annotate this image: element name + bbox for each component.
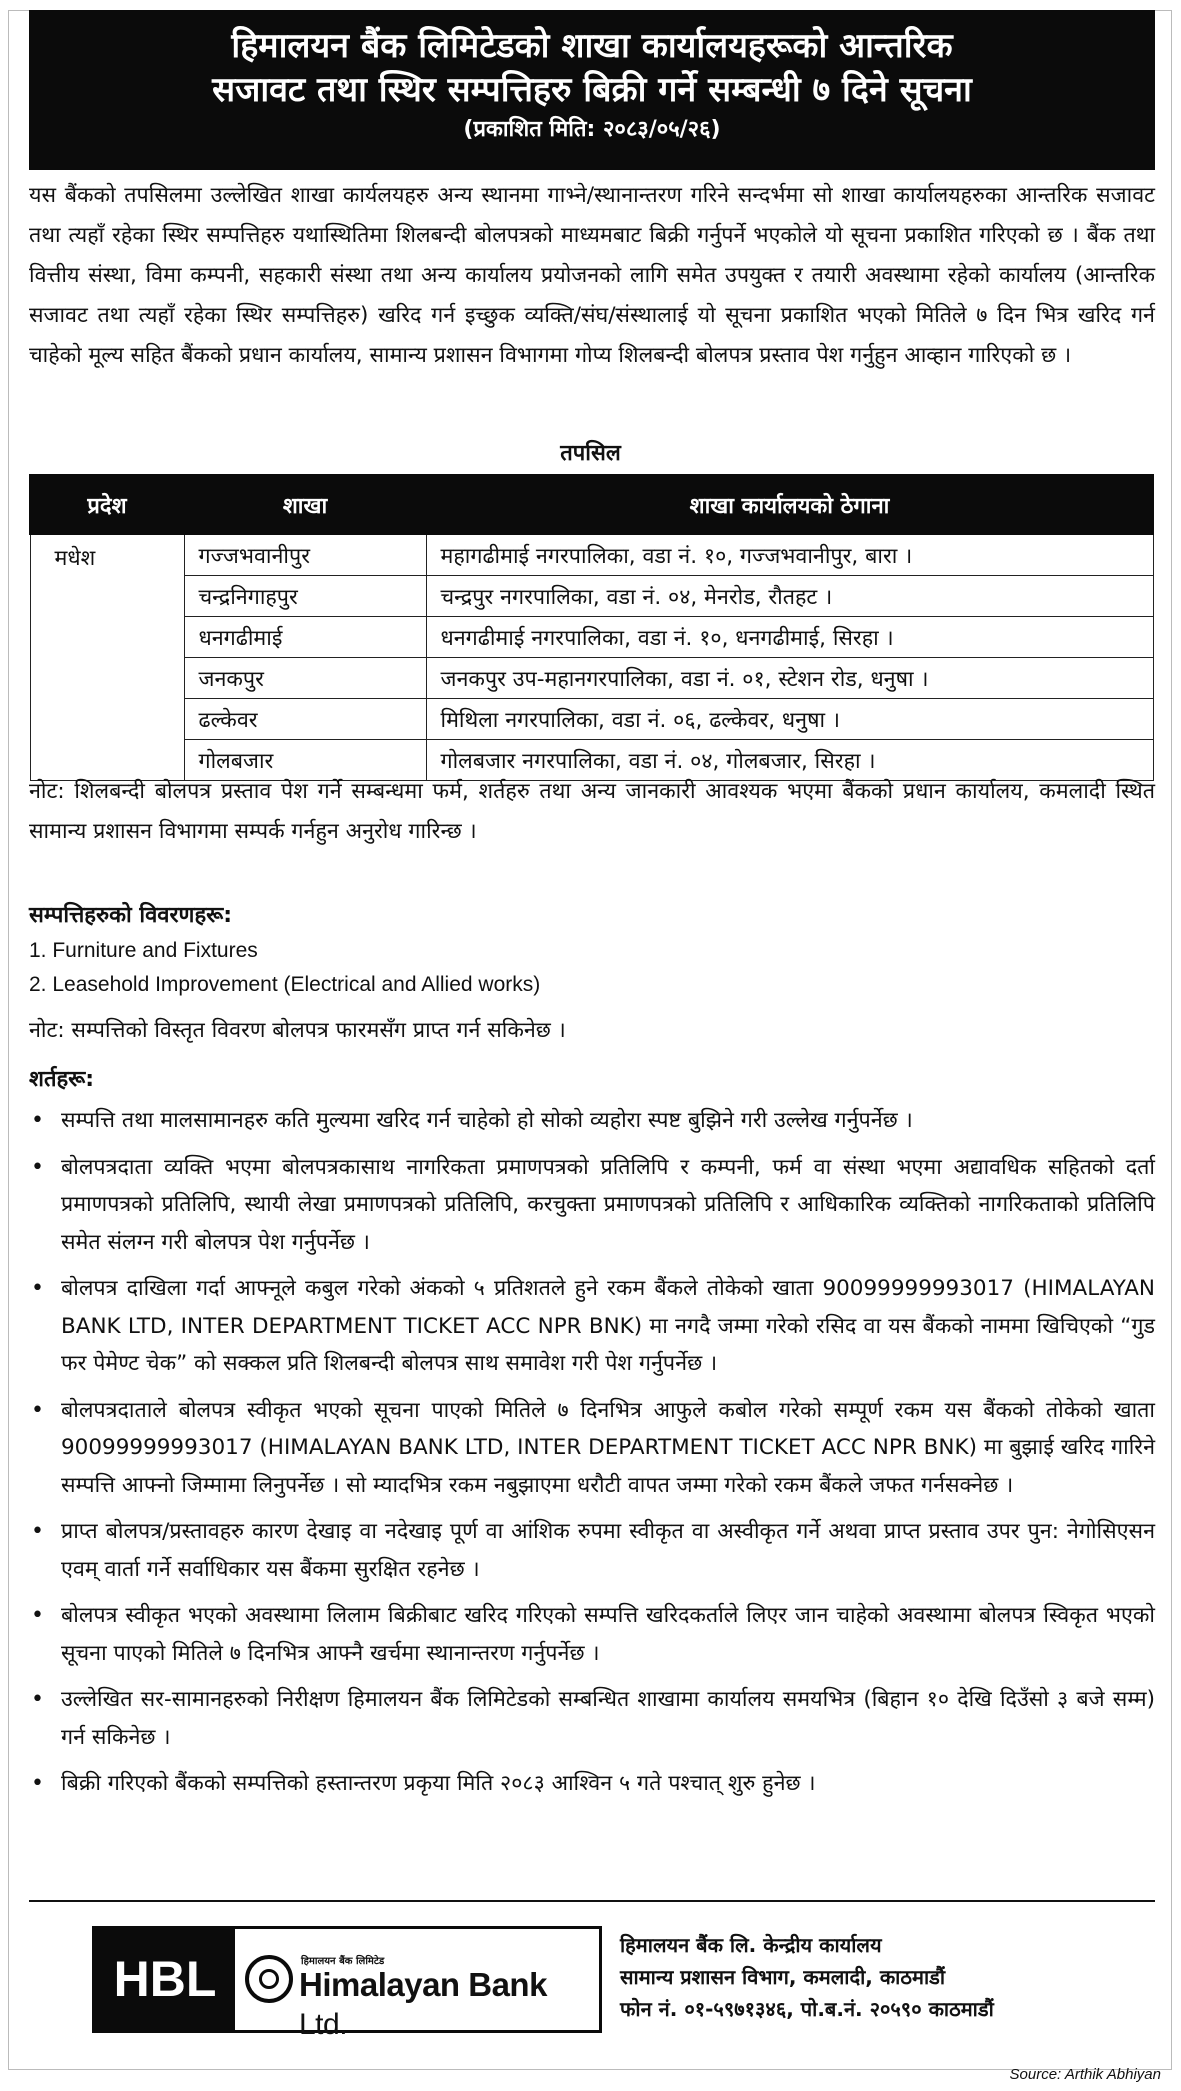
schedule-title: तपसिल [560, 441, 621, 466]
table-row [30, 658, 1153, 699]
header-title-line1: हिमालयन बैंक लिमिटेडको शाखा कार्यालयहरूको आन्तरिक [231, 26, 953, 66]
asset-item: 2. Leasehold Improvement (Electrical and Allied works) [29, 973, 541, 996]
term-item: • बोलपत्र स्वीकृत भएको अवस्थामा लिलाम बिक्रीबाट खरिद गरिएको सम्पत्ति खरिदकर्ताले लिएर जान चाहेको अवस्थामा बोलपत्र स्विकृत भएको सूचना पाएको मितिले ७ दिनभित्र आफ्नै खर्चमा स्थानान्तरण गर्नुपर्नेछ । [29, 1597, 1155, 1672]
bank-logo [92, 1926, 602, 2041]
branch-cell: चन्द्रनिगाहपुर [184, 576, 426, 617]
table-header-row [30, 475, 1153, 534]
logo-name-main: Himalayan Bank [299, 1966, 547, 2003]
branch-table [29, 474, 1154, 781]
logo-name-ltd: Ltd. [299, 2008, 348, 2041]
term-item: • बोलपत्रदाताले बोलपत्र स्वीकृत भएको सूचना पाएको मितिले ७ दिनभित्र आफुले कबोल गरेको सम्पूर्ण रकम यस बैंकको तोकेको खाता 90099999993017 (HIMALAYAN BANK LTD, INTER DEPARTMENT TICKET ACC NPR BNK) मा बुझाई खरिद गारिने सम्पत्ति आफ्नो जिम्मामा लिनुपर्नेछ । सो म्यादभित्र रकम नबुझाएमा धरौटी वापत जम्मा गरेको रकम बैंकले जफत गर्नसक्नेछ । [29, 1392, 1155, 1505]
table-header-province: प्रदेश [30, 475, 184, 534]
term-item: • बोलपत्रदाता व्यक्ति भएमा बोलपत्रकासाथ नागरिकता प्रमाणपत्रको प्रतिलिपि र कम्पनी, फर्म वा संस्था भएमा अद्यावधिक सहितको दर्ता प्रमाणपत्रको प्रतिलिपि, स्थायी लेखा प्रमाणपत्रको प्रतिलिपि, करचुक्ता प्रमाणपत्रको प्रतिलिपि र आधिकारिक व्यक्तिको नागरिकताको प्रतिलिपि समेत संलग्न गरी बोलपत्र पेश गर्नुपर्नेछ । [29, 1149, 1155, 1262]
table-row [30, 699, 1153, 740]
address-cell: मिथिला नगरपालिका, वडा नं. ०६, ढल्केवर, धनुषा । [426, 699, 1153, 740]
term-item: • उल्लेखित सर-सामानहरुको निरीक्षण हिमालयन बैंक लिमिटेडको सम्बन्धित शाखामा कार्यालय समयभित्र (बिहान १० देखि दिउँसो ३ बजे सम्म) गर्न सकिनेछ । [29, 1681, 1155, 1756]
term-item: • बिक्री गरिएको बैंकको सम्पत्तिको हस्तान्तरण प्रकृया मिति २०८३ आश्विन ५ गते पश्चात् शुरु हुनेछ । [29, 1765, 1155, 1803]
table-row [30, 617, 1153, 658]
footer-address-line3: फोन नं. ०१-५९७१३४६, पो.ब.नं. २०५९० काठमाडौं [620, 1997, 994, 2021]
footer-address-line1: हिमालयन बैंक लि. केन्द्रीय कार्यालय [620, 1933, 882, 1957]
branch-cell: गज्जभवानीपुर [184, 534, 426, 576]
address-cell: धनगढीमाई नगरपालिका, वडा नं. १०, धनगढीमाई, सिरहा । [426, 617, 1153, 658]
branch-cell: ढल्केवर [184, 699, 426, 740]
terms-list [29, 1102, 1155, 1812]
terms-heading: शर्तहरू: [29, 1067, 95, 1092]
province-cell: मधेश [30, 534, 184, 781]
logo-short: HBL [113, 1951, 217, 2007]
source-credit: Source: Arthik Abhiyan [1009, 2066, 1161, 2083]
logo-small-text: हिमालयन बैंक लिमिटेड [301, 1956, 385, 1967]
table-header-address: शाखा कार्यालयको ठेगाना [426, 475, 1153, 534]
branch-cell: जनकपुर [184, 658, 426, 699]
logo-name [299, 1966, 599, 2042]
branch-cell: गोलबजार [184, 740, 426, 781]
address-cell: महागढीमाई नगरपालिका, वडा नं. १०, गज्जभवानीपुर, बारा । [426, 534, 1153, 576]
asset-item: 1. Furniture and Fixtures [29, 939, 258, 962]
footer-divider [29, 1900, 1155, 1902]
term-item: • सम्पत्ति तथा मालसामानहरु कति मुल्यमा खरिद गर्न चाहेको हो सोको व्यहोरा स्पष्ट बुझिने गरी उल्लेख गर्नुपर्नेछ । [29, 1102, 1155, 1140]
table-row [30, 534, 1153, 576]
table-row [30, 576, 1153, 617]
branch-cell: धनगढीमाई [184, 617, 426, 658]
term-item: • प्राप्त बोलपत्र/प्रस्तावहरु कारण देखाइ वा नदेखाइ पूर्ण वा आंशिक रुपमा स्वीकृत वा अस्वीकृत गर्ने अथवा प्राप्त प्रस्ताव उपर पुन: नेगोसिएसन एवम् वार्ता गर्ने सर्वाधिकार यस बैंकमा सुरक्षित रहनेछ । [29, 1513, 1155, 1588]
bank-seal-icon [245, 1955, 293, 2003]
address-cell: जनकपुर उप-महानगरपालिका, वडा नं. ०१, स्टेशन रोड, धनुषा । [426, 658, 1153, 699]
intro-paragraph: यस बैंकको तपसिलमा उल्लेखित शाखा कार्यलयहरु अन्य स्थानमा गाभ्ने/स्थानान्तरण गरिने सन्दर्भमा सो शाखा कार्यालयहरुका आन्तरिक सजावट तथा त्यहाँ रहेका स्थिर सम्पत्तिहरु यथास्थितिमा शिलबन्दी बोलपत्रको माध्यमबाट बिक्री गर्नुपर्ने भएकोले यो सूचना प्रकाशित गरिएको छ । बैंक तथा वित्तीय संस्था, विमा कम्पनी, सहकारी संस्था तथा अन्य कार्यालय प्रयोजनको लागि समेत उपयुक्त र तयारी अवस्थामा रहेको कार्यालय (आन्तरिक सजावट तथा त्यहाँ रहेका स्थिर सम्पत्तिहरु) खरिद गर्न इच्छुक व्यक्ति/संघ/संस्थालाई यो सूचना प्रकाशित भएको मितिले ७ दिन भित्र खरिद गर्न चाहेको मूल्य सहित बैंकको प्रधान कार्यालय, सामान्य प्रशासन विभागमा गोप्य शिलबन्दी बोलपत्र प्रस्ताव पेश गर्नुहुन आव्हान गारिएको छ । [29, 183, 1155, 368]
logo-name-panel [235, 1929, 599, 2041]
assets-heading: सम्पत्तिहरुको विवरणहरू: [29, 903, 233, 928]
footer-address-line2: सामान्य प्रशासन विभाग, कमलादी, काठमाडौं [620, 1965, 946, 1989]
header-title-line2: सजावट तथा स्थिर सम्पत्तिहरु बिक्री गर्ने सम्बन्धी ७ दिने सूचना [212, 70, 972, 110]
notice-header [29, 10, 1155, 170]
address-cell: गोलबजार नगरपालिका, वडा नं. ०४, गोलबजार, सिरहा । [426, 740, 1153, 781]
note-asset-details: नोट: सम्पत्तिको विस्तृत विवरण बोलपत्र फारमसँग प्राप्त गर्न सकिनेछ । [29, 1018, 566, 1043]
address-cell: चन्द्रपुर नगरपालिका, वडा नं. ०४, मेनरोड, रौतहट । [426, 576, 1153, 617]
note-contact: नोट: शिलबन्दी बोलपत्र प्रस्ताव पेश गर्ने सम्बन्धमा फर्म, शर्तहरु तथा अन्य जानकारी आवश्यक भएमा बैंकको प्रधान कार्यालय, कमलादी स्थित सामान्य प्रशासन विभागमा सम्पर्क गर्नहुन अनुरोध गारिन्छ । [29, 779, 1155, 844]
table-header-branch: शाखा [184, 475, 426, 534]
term-item: • बोलपत्र दाखिला गर्दा आफ्नूले कबुल गरेको अंकको ५ प्रतिशतले हुने रकम बैंकले तोकेको खाता 90099999993017 (HIMALAYAN BANK LTD, INTER DEPARTMENT TICKET ACC NPR BNK) मा नगदै जम्मा गरेको रसिद वा यस बैंकको नाममा खिचिएको “गुड फर पेमेण्ट चेक” को सक्कल प्रति शिलबन्दी बोलपत्र साथ समावेश गरी पेश गर्नुपर्नेछ । [29, 1270, 1155, 1383]
publish-date: (प्रकाशित मिति: २०८३/०५/२६) [463, 117, 721, 142]
